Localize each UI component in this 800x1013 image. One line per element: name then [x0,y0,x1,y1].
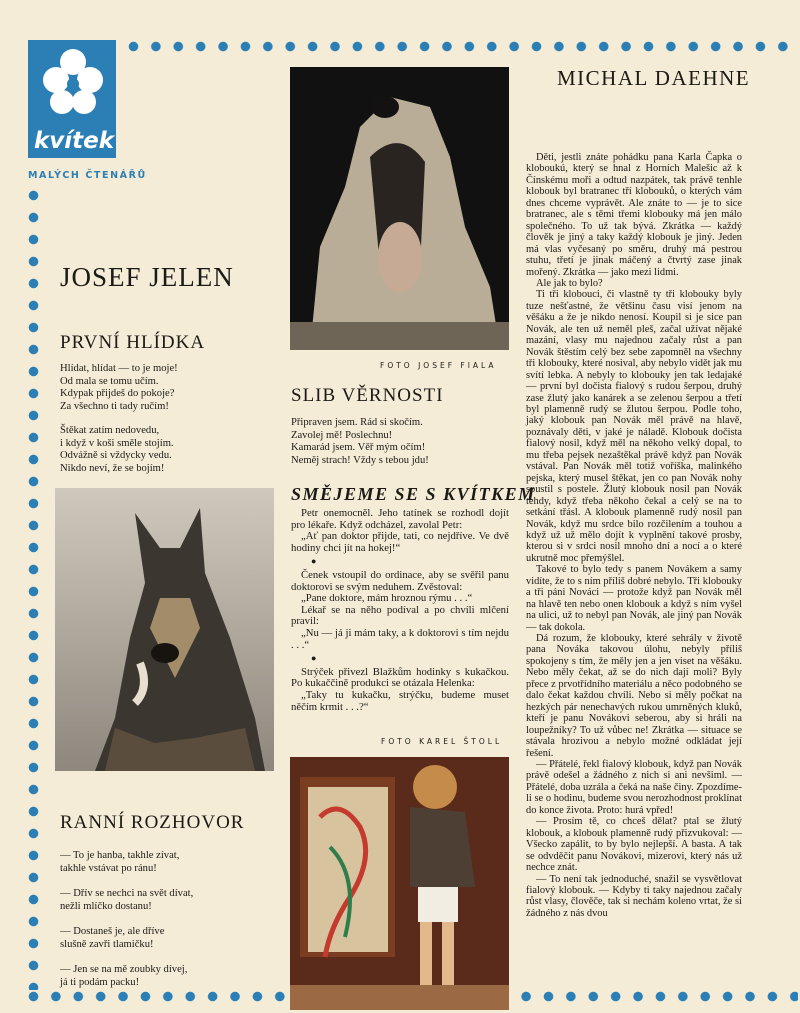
joke1-quote: „Ať pan doktor přijde, tati, co nejdříve. Ve dvě hodiny chci jít na hokej!“ [291,530,509,554]
poem3-text: Připraven jsem. Rád si skočím. Zavolej mě! Poslechnu! Kamarád jsem. Věř mým očím! Neměj strach! Vždy s tebou jdu! [291,417,429,467]
poem-title-prvni-hlidka: PRVNÍ HLÍDKA [60,332,206,353]
joke3-quote: „Taky tu kukačku, strýčku, budeme muset něčím krmit . . .?“ [291,688,509,713]
photo-german-shepherd [55,488,274,771]
photo-girl-with-toy [290,757,509,1010]
story-paragraph: Ale jak to bylo? [536,277,603,289]
story-text [526,152,742,919]
joke2-reply-intro: Lékař se na něho podíval a po chvíli mlčení pravil: [291,603,509,628]
story-paragraph: Ti tři klobouci, či vlastně ty tři klobouky byly tuze nešťastné, že většinu času visí jenom na věšáku a že je nikdo nenosí. Koupil si je sice pan Novák, ale ten už neměl pleš, začal užívat nějaké mazání, vlasy mu najednou začaly růst a pan Novák štěstím celý bez sebe zapomněl na všechny tři klobouky, které nosival, aby nebylo vidět jak mu svítí lebka. A nebyly to klobouky jen tak ledajaké — první byl dočista fialový s rudou šerpou, druhý zase žlutý jako kanárek a se zelenou šerpou a třetí byl plamenně rudý se žlutou šerpou. Podle toho, jaký klobouk pan Novák měl právě na hlavě, poznávaly děti, v jaké je náladě. Klobouk dočista fialový nosil, když měl na někoho velký dopal, to mu třeba pejsek nezaštěkal právě když pan Novák vstával. Pan Novák měl totiž voříška, malinkého pejska, který musel štěkat, jen co pan Novák nohy spustil s postele. Žlutý klobouk nosil pan Novák tehdy, když třeba někoho čekal a celý se na to setkání třásl. A klobouk plamenně rudý nosil pan Novák, když mu srdce bilo rozčilením a touhou a když už už mělo dojít k vyplnění takové prosby, kterou si v srdci nosil mnoho dní a nocí a o které ukrutně moc přemýšlel. [526,289,742,564]
photo-caption-fiala: FOTO JOSEF FIALA [380,361,497,370]
joke2-quote: „Pane doktore, mám hroznou rýmu . . .“ [301,592,473,605]
story-paragraph: Takové to bylo tedy s panem Novákem a samy vidíte, že to s ním příliš dobré nebylo. Tři klobouky a tři páni Nováci — protože když pan Novák měl na hlavě ten nebo onen klobouk a když s ním vyšel na ulici, už to nebyl pan Novák, ale jiný pan Novák — tak dokola. [526,564,742,633]
story-paragraph: — Prosím tě, co chceš dělat? ptal se žlutý klobouk, a klobouk plamenně rudý přizvukoval: — Všecko zapálit, to by bylo nejlepší. A basta. A tak se odvděčit panu Novákovi, mizerovi, který nás už nechce znát. [526,816,742,874]
author-josef-jelen: JOSEF JELEN [60,262,234,292]
story-paragraph: — To není tak jednoduché, snažil se vysvětlovat fialový klobouk. — Kdyby ti taky najednou začaly růst vlasy, člověče, tak si nechám koleno vrtat, že si žádného z nás dvou [526,873,742,919]
dotted-border-top [128,41,796,53]
photo-caption-stoll: FOTO KAREL ŠTOLL [381,737,503,746]
joke2: Čenek vstoupil do ordinace, aby se svěřil panu doktorovi se svým neduhem. Zvěstoval: [291,568,509,593]
joke1: Petr onemocněl. Jeho tatínek se rozhodl dojít pro lékaře. Když odcházel, zavolal Petr: [291,507,509,531]
joke3: Strýček přivezl Blažkům hodinky s kukačkou. Po kukaččině produkci se otázala Helenka: [291,665,509,690]
section-title-jokes: SMĚJEME SE S KVÍTKEM [291,484,536,504]
poem-title-ranni-rozhovor: RANNÍ ROZHOVOR [60,812,245,833]
photo-yawning-dog [290,67,509,350]
kvitek-logo [28,40,116,158]
joke-separator: ● [311,556,317,567]
author-michal-daehne: MICHAL DAEHNE [557,66,751,90]
story-paragraph: — Přátelé, řekl fialový klobouk, když pan Novák právě odešel a žádného z nich si ani nevšiml. — Přátelé, doba uzrála a čeká na naše činy. Zpozdíme-li se o hodinu, budeme svou nerozhodnost proklínat do konce života. Proto: hurá vpřed! [526,759,742,816]
joke2-reply: „Nu — já ji mám taky, a k doktorovi s tím nejdu . . .“ [291,626,509,651]
dotted-border-left [28,190,40,990]
story-paragraph: Dá rozum, že klobouky, které sehrály v životě pana Nováka takovou úlohu, nebyly příliš spokojeny s tím, že měly jen a jen viset na věšáku. Nebo měly čekat, až se do nich dají moli? Byly přece z prvotřídního materiálu a něco podobného se dalo čekat každou chvíli. Nebo si měly počkat na hezkých pár nenechavých rukou umrněných kluků, kteří je panu Novákovi seberou, aby si hráli na loupežníky? To už vůbec ne! Zkrátka — situace se stávala hrozivou a nebylo možné odkládat její řešení. [526,633,742,759]
logo-text: kvítek [33,128,115,154]
joke-separator: ● [311,653,317,664]
story-paragraph: Děti, jestli znáte pohádku pana Karla Čapka o kloboukú, který se hnal z Horních Malešic až k Čínskému moři a odtud nazpátek, tak právě tenhle klobouk byl bratranec tří klobouků, o kterých vám dnes chceme vyprávět. Ale znáte to — je to sice bratranec, ale s těmi třemi klobouky má jen málo společného. To už tak bývá. Zkrátka — každý člověk je jiný a taky každý klobouk je jiný. Jeden má vlas vyčesaný po směru, druhý má pestrou stuhu, třetí je jinak máčený a čtvrtý zase jinak mořený. Zkrátka — jako mezi lidmi. [526,152,742,278]
magazine-subtitle: MALÝCH ČTENÁŘŮ [28,170,147,181]
jokes-text [291,508,509,713]
flower-icon [38,46,108,122]
poem1-stanza1: Hlídat, hlídat — to je moje! Od mala se tomu učím. Kdypak přijdeš do pokoje? Za všechno ti tady ručím! [60,363,178,413]
poem-title-slib-vernosti: SLIB VĚRNOSTI [291,385,444,406]
poem2-text: — To je hanba, takhle zívat, takhle vstávat po ránu! — Dřív se nechci na svět dívat, nežli mlíčko dostanu! — Dostaneš je, ale dříve slušně zavři tlamičku! — Jen se na mě zoubky dívej, já ti podám packu! [60,850,194,989]
poem1-stanza2: Štěkat zatím nedovedu, i když v koši směle stojím. Odvážně si vždycky vedu. Nikdo neví, že se bojím! [60,425,174,475]
